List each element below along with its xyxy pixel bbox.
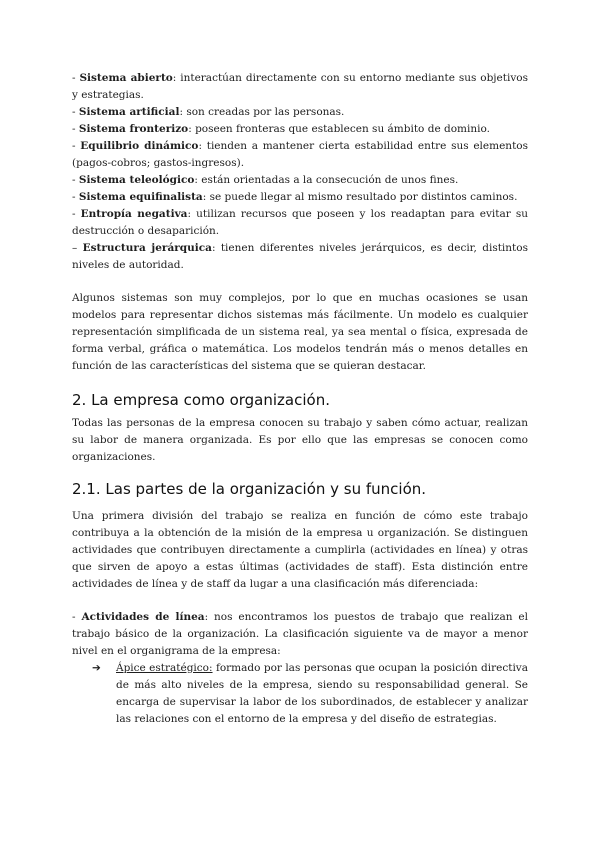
system-item: - Sistema artificial: son creadas por las personas. bbox=[72, 106, 345, 118]
systems-list bbox=[72, 70, 528, 274]
system-label: Estructura jerárquica bbox=[82, 242, 212, 254]
system-item: - Entropía negativa: utilizan recursos que poseen y los readaptan para evitar su destrucción o desaparición. bbox=[72, 208, 529, 237]
system-text: : interactúan directamente con su entorno mediante sus objetivos y estrategias. bbox=[72, 72, 528, 101]
line-activities-paragraph bbox=[72, 609, 528, 660]
subsection-heading-wrap bbox=[72, 478, 528, 500]
section-2-1-paragraph: Una primera división del trabajo se realiza en función de cómo este trabajo contribuya a la obtención de la misión de la empresa u organización. Se distinguen actividades que contribuyen directamente a cumplirla (actividades en línea) y otras que sirven de apoyo a estas últimas (actividades de staff). Esta distinción entre actividades de línea y de staff da lugar a una clasificación más diferenciada: bbox=[72, 510, 528, 590]
line-activities-prefix: - bbox=[72, 611, 82, 623]
system-text: : se puede llegar al mismo resultado por distintos caminos. bbox=[202, 191, 518, 203]
system-text: : están orientadas a la consecución de unos fines. bbox=[194, 174, 459, 186]
system-text: : poseen fronteras que establecen su ámbito de dominio. bbox=[188, 123, 490, 135]
models-paragraph: Algunos sistemas son muy complejos, por lo que en muchas ocasiones se usan modelos para representar dichos sistemas más fácilmente. Un modelo es cualquier representación simplificada de un sistema real, ya sea mental o física, expresada de forma verbal, gráfica o matemática. Los modelos tendrán más o menos detalles en función de las características del sistema que se quieran destacar. bbox=[72, 292, 528, 372]
system-text: : tienden a mantener cierta estabilidad entre sus elementos (pagos-cobros; gastos-ingresos). bbox=[72, 140, 528, 169]
system-text: : utilizan recursos que poseen y los readaptan para evitar su destrucción o desaparición. bbox=[72, 208, 529, 237]
list-item bbox=[72, 660, 528, 728]
arrow-right-icon: ➔ bbox=[92, 662, 101, 674]
system-label: Sistema fronterizo bbox=[78, 123, 189, 135]
system-label: Sistema artificial bbox=[78, 106, 180, 118]
list-item-body: formado por las personas que ocupan la posición directiva de más alto niveles de la empresa, siendo su responsabilidad general. Se encarga de supervisar la labor de los subordinados, de establecer y analizar las relaciones con el entorno de la empresa y del diseño de estrategias. bbox=[116, 662, 528, 725]
system-label: Entropía negativa bbox=[80, 208, 188, 220]
system-label: Sistema abierto bbox=[79, 72, 173, 84]
system-item: - Sistema abierto: interactúan directamente con su entorno mediante sus objetivos y estrategias. bbox=[72, 72, 528, 101]
line-activities-text: : nos encontramos los puestos de trabajo que realizan el trabajo básico de la organización. La clasificación siguiente va de mayor a menor nivel en el organigrama de la empresa: bbox=[72, 611, 529, 657]
system-item: – Estructura jerárquica: tienen diferentes niveles jerárquicos, es decir, distintos niveles de autoridad. bbox=[72, 242, 528, 271]
list-item-term: Ápice estratégico: bbox=[116, 662, 213, 674]
system-text: : son creadas por las personas. bbox=[179, 106, 345, 118]
spacer bbox=[72, 274, 528, 290]
system-label: Sistema equifinalista bbox=[78, 191, 203, 203]
line-activities-label: Actividades de línea bbox=[81, 611, 205, 623]
system-item: - Sistema equifinalista: se puede llegar al mismo resultado por distintos caminos. bbox=[72, 191, 518, 203]
section-2-paragraph: Todas las personas de la empresa conocen su trabajo y saben cómo actuar, realizan su labor de manera organizada. Es por ello que las empresas se conocen como organizaciones. bbox=[72, 417, 528, 463]
spacer bbox=[72, 593, 528, 609]
document-content bbox=[72, 70, 528, 728]
system-label: Sistema teleológico bbox=[78, 174, 195, 186]
section-2-1-title: 2.1. Las partes de la organización y su función. bbox=[72, 480, 427, 498]
system-item: - Sistema fronterizo: poseen fronteras que establecen su ámbito de dominio. bbox=[72, 123, 490, 135]
list-item-text bbox=[116, 660, 528, 728]
section-heading-wrap bbox=[72, 389, 528, 411]
system-text: : tienen diferentes niveles jerárquicos, es decir, distintos niveles de autoridad. bbox=[72, 242, 528, 271]
system-item: - Sistema teleológico: están orientadas a la consecución de unos fines. bbox=[72, 174, 459, 186]
line-activities-list bbox=[72, 660, 528, 728]
section-2-title: 2. La empresa como organización. bbox=[72, 391, 330, 409]
system-label: Equilibrio dinámico bbox=[80, 140, 199, 152]
system-item: - Equilibrio dinámico: tienden a mantener cierta estabilidad entre sus elementos (pagos-cobros; gastos-ingresos). bbox=[72, 140, 528, 169]
